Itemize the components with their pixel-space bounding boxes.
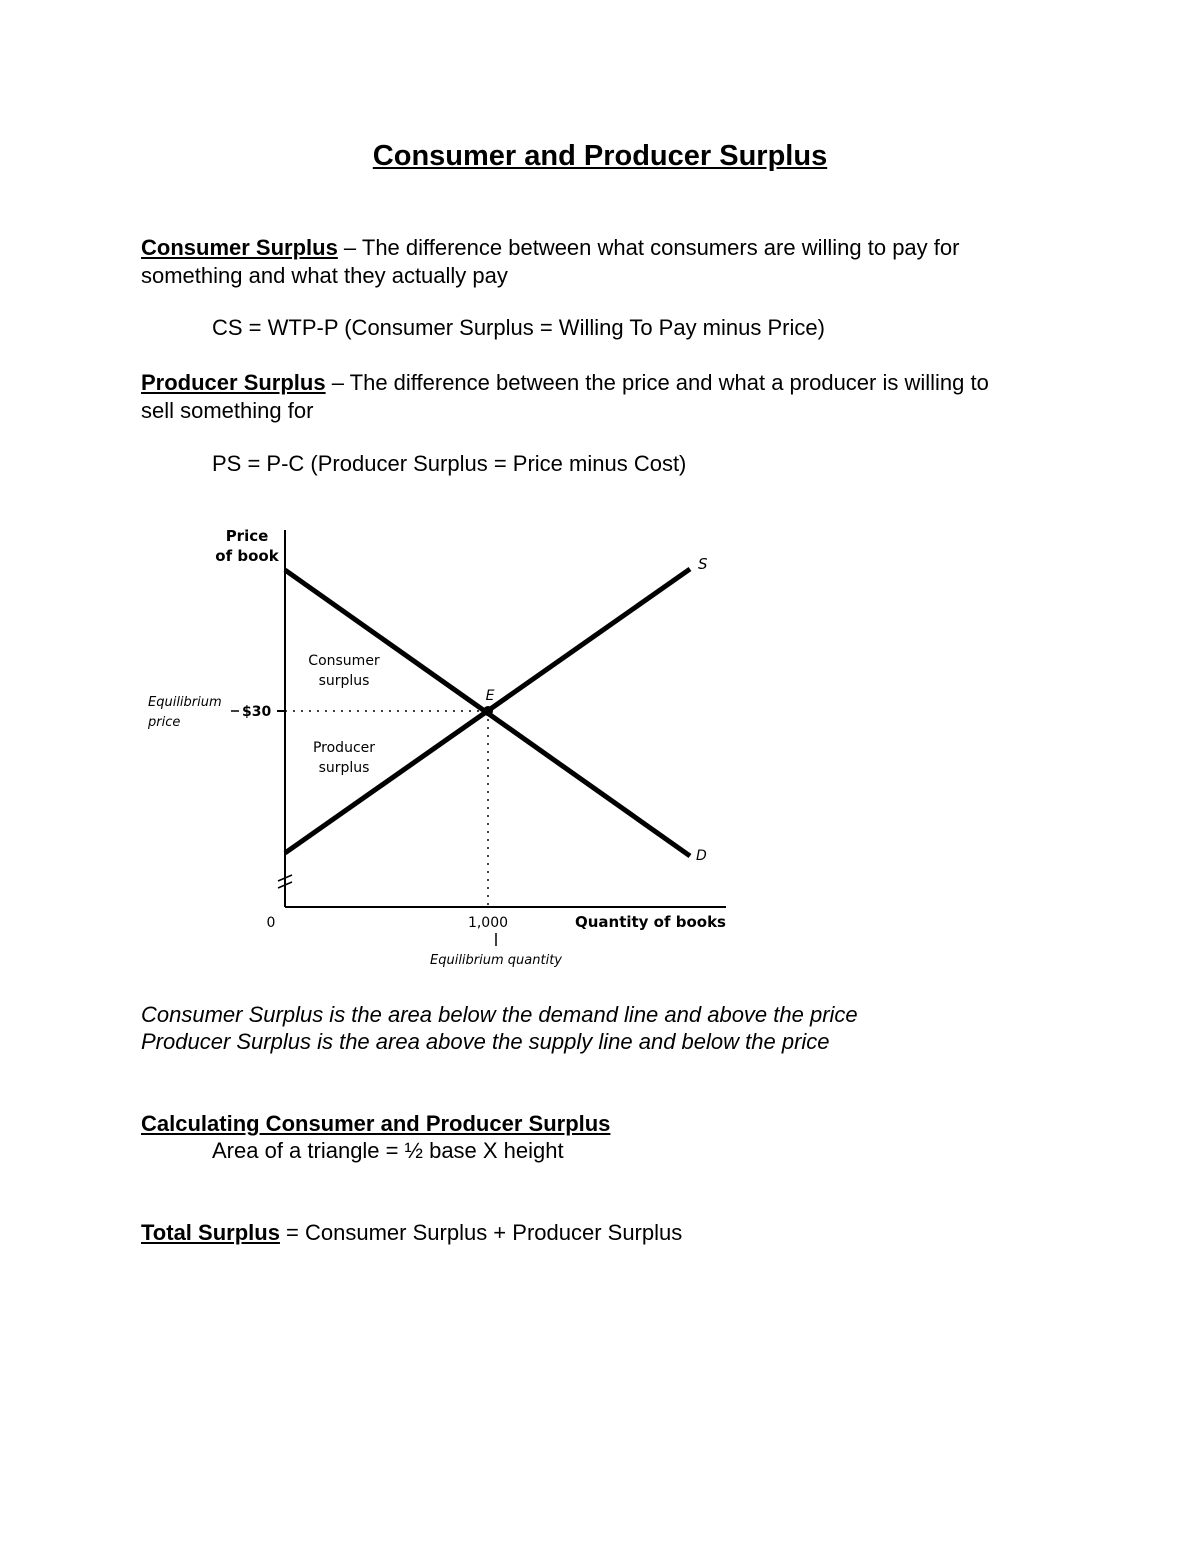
consumer-surplus-term: Consumer Surplus — [141, 235, 338, 260]
producer-surplus-def-line1: The difference between the price and what a producer is willing to — [349, 370, 989, 395]
total-surplus-term: Total Surplus — [141, 1220, 280, 1245]
producer-surplus-def-line2: sell something for — [141, 398, 314, 423]
page-title: Consumer and Producer Surplus — [372, 140, 828, 172]
y-axis-label-line1: Price — [225, 527, 269, 545]
ps-region-label-line1: Producer — [312, 740, 376, 756]
ps-region-label-line2: surplus — [318, 760, 370, 776]
producer-surplus-definition — [141, 369, 989, 425]
y-axis-label-line2: of book — [215, 547, 279, 565]
x-axis-label: Quantity of books — [574, 913, 726, 931]
surplus-graph — [140, 520, 740, 980]
equilibrium-point — [483, 706, 493, 716]
eq-quantity-tick-label: 1,000 — [467, 915, 509, 931]
cs-region-label-line2: surplus — [318, 673, 370, 689]
calculating-heading: Calculating Consumer and Producer Surplus — [141, 1111, 611, 1136]
origin-label: 0 — [266, 915, 276, 931]
consumer-surplus-definition — [141, 234, 959, 290]
supply-label: S — [698, 555, 708, 573]
eq-price-label-line1: Equilibrium — [148, 695, 222, 710]
consumer-surplus-dash: – — [337, 235, 362, 260]
eq-quantity-label: Equilibrium quantity — [430, 953, 562, 968]
ps-note: Producer Surplus is the area above the supply line and below the price — [141, 1029, 830, 1054]
consumer-surplus-def-line2: something and what they actually pay — [141, 263, 508, 288]
eq-price-label-line2: price — [148, 715, 181, 730]
producer-surplus-dash: – — [325, 370, 350, 395]
producer-surplus-term: Producer Surplus — [141, 370, 326, 395]
cs-note: Consumer Surplus is the area below the demand line and above the price — [141, 1002, 858, 1027]
total-surplus-line — [141, 1219, 682, 1247]
triangle-formula: Area of a triangle = ½ base X height — [212, 1138, 564, 1163]
demand-label: D — [696, 848, 707, 864]
cs-region-label-line1: Consumer — [308, 653, 380, 669]
equilibrium-point-label: E — [485, 688, 495, 704]
ps-formula: PS = P-C (Producer Surplus = Price minus Cost) — [212, 451, 687, 476]
total-surplus-formula: = Consumer Surplus + Producer Surplus — [279, 1220, 683, 1245]
eq-price-tick-label: $30 — [242, 704, 272, 720]
consumer-surplus-def-line1: The difference between what consumers are willing to pay for — [361, 235, 960, 260]
cs-formula: CS = WTP-P (Consumer Surplus = Willing To Pay minus Price) — [212, 315, 825, 340]
